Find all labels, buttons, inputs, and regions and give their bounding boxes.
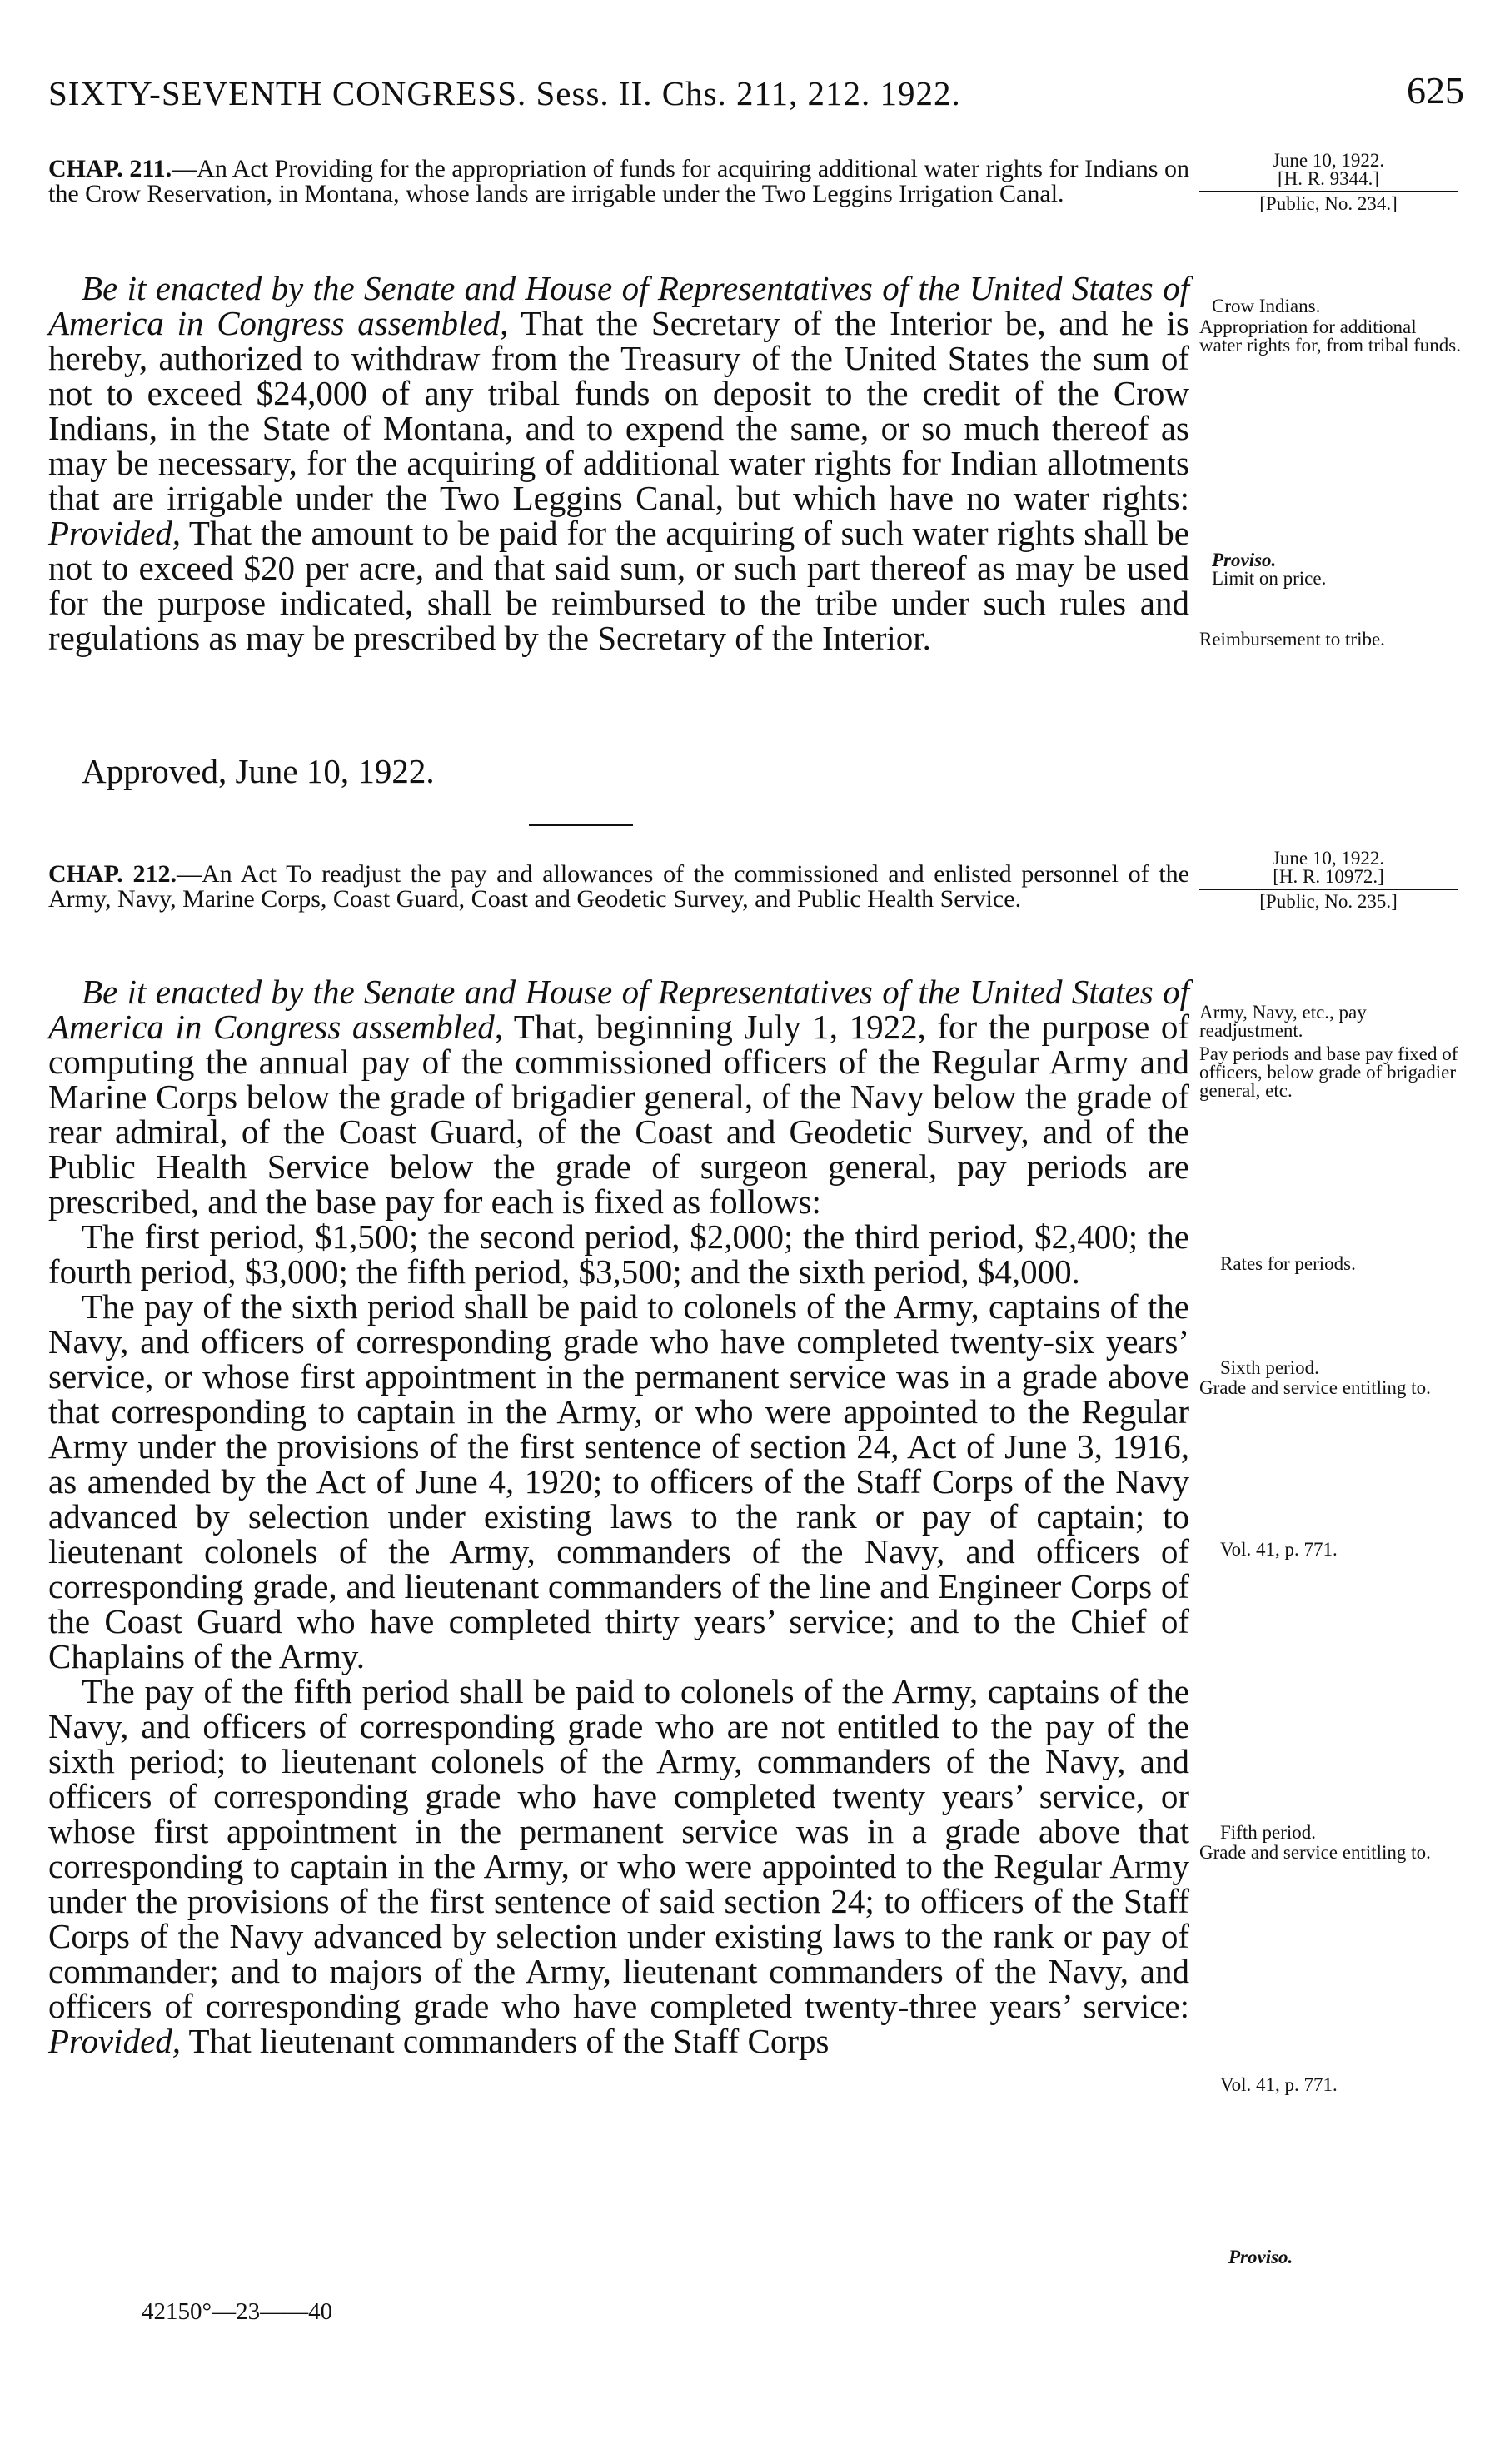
chap-211-title-text: —An Act Providing for the appropriation of funds for acquiring additional water rights for Indians on the Crow Reservation, in Montana, whose lands are irrigable under the Two Leggins Irrigation Canal. bbox=[48, 155, 1189, 207]
chap-212-public: [Public, No. 235.] bbox=[1259, 891, 1398, 912]
chap-212-provided: Provided, bbox=[48, 2022, 182, 2060]
margin-vol-41-b: Vol. 41, p. 771. bbox=[1220, 2074, 1338, 2095]
chap-211-approved: Approved, June 10, 1922. bbox=[82, 752, 435, 790]
margin-reimbursement: Reimbursement to tribe. bbox=[1199, 629, 1385, 650]
chap-211-side-rule bbox=[1199, 191, 1458, 192]
margin-fifth-grade: Grade and service entitling to. bbox=[1199, 1842, 1431, 1863]
chap-211-heading: CHAP. 211. bbox=[48, 155, 172, 182]
chap-211-date: June 10, 1922. bbox=[1272, 150, 1385, 171]
chap-211-provided: Provided, bbox=[48, 514, 182, 552]
chap-212-hr: [H. R. 10972.] bbox=[1273, 866, 1384, 887]
chap-212-para-2: The first period, $1,500; the second period, $2,000; the third period, $2,400; the fourth period, $3,000; the fifth period, $3,500; and the sixth period, $4,000. bbox=[48, 1217, 1189, 1291]
margin-pay-periods: Pay periods and base pay fixed of officers, below grade of brigadier general, etc. bbox=[1199, 1043, 1458, 1101]
chap-211-public: [Public, No. 234.] bbox=[1259, 193, 1398, 214]
chap-212-date: June 10, 1922. bbox=[1272, 848, 1385, 869]
margin-rates: Rates for periods. bbox=[1220, 1253, 1356, 1274]
margin-sixth-grade: Grade and service entitling to. bbox=[1199, 1377, 1431, 1398]
chap-211-body-2: That the amount to be paid for the acquiring of such water rights shall be not to exceed $20 per acre, and that said sum, or such part thereof as may be used for the purpose indicated, shall be reimbursed to the tribe under such rules and regulations as may be prescribed by the Secretary of the Interior. bbox=[48, 514, 1189, 657]
chap-212-enact: Be it enacted by the Senate and House of Representatives of the United States of America in Congress assembled, bbox=[48, 973, 1189, 1046]
margin-army-navy: Army, Navy, etc., pay readjustment. bbox=[1199, 1002, 1367, 1041]
margin-crow-indians: Crow Indians. bbox=[1212, 296, 1321, 316]
chap-212-para-3: The pay of the sixth period shall be paid to colonels of the Army, captains of the Navy, and officers of corresponding grade who have completed twenty-six years’ service, or whose first appointment in the permanent service was in a grade above that corresponding to captain in the Army, or who were appointed to the Regular Army under the provisions of the first sentence of section 24, Act of June 3, 1916, as amended by the Act of June 4, 1920; to officers of the Staff Corps of the Navy advanced by selection under existing laws to the rank or pay of captain; to lieutenant colonels of the Army, commanders of the Navy, and officers of corresponding grade, and lieutenant commanders of the line and Engineer Corps of the Coast Guard who have completed thirty years’ service; and to the Chief of Chaplains of the Army. bbox=[48, 1287, 1189, 1675]
chap-212-side-rule bbox=[1199, 889, 1458, 890]
page-number: 625 bbox=[1407, 69, 1464, 112]
chap-212-para-4a: The pay of the fifth period shall be paid to colonels of the Army, captains of the Navy, and officers of corresponding grade who are not entitled to the pay of the sixth period; to lieutenant colonels of the Army, commanders of the Navy, and officers of corresponding grade who have completed twenty years’ service, or whose first appointment in the permanent service was in a grade above that corresponding to captain in the Army, or who were appointed to the Regular Army under the provisions of the first sentence of said section 24; to officers of the Staff Corps of the Navy advanced by selection under existing laws to the rank or pay of commander; and to majors of the Army, lieutenant commanders of the Navy, and officers of corresponding grade who have completed twenty-three years’ service: bbox=[48, 1672, 1189, 2025]
chap-212-para-1: That, beginning July 1, 1922, for the purpose of computing the annual pay of the commissioned officers of the Regular Army and Marine Corps below the grade of brigadier general, of the Navy below the grade of rear admiral, of the Coast Guard, of the Coast and Geodetic Survey, and of the Public Health Service below the grade of surgeon general, pay periods are prescribed, and the base pay for each is fixed as follows: bbox=[48, 1008, 1189, 1221]
chap-212-body bbox=[48, 974, 1189, 2058]
margin-sixth-period: Sixth period. bbox=[1220, 1357, 1319, 1378]
chap-211-title bbox=[48, 157, 1189, 207]
margin-proviso-211: Proviso. bbox=[1212, 550, 1277, 570]
chap-212-title-text: —An Act To readjust the pay and allowances of the commissioned and enlisted personnel of the Army, Navy, Marine Corps, Coast Guard, Coast and Geodetic Survey, and Public Health Service. bbox=[48, 860, 1189, 913]
chap-212-title bbox=[48, 862, 1189, 912]
chap-211-body-1: That the Secretary of the Interior be, and he is hereby, authorized to withdraw from the Treasury of the United States the sum of not to exceed $24,000 of any tribal funds on deposit to the credit of the Crow Indians, in the State of Montana, and to expend the same, or so much thereof as may be necessary, for the acquiring of additional water rights for Indian allotments that are irrigable under the Two Leggins Canal, but which have no water rights: bbox=[48, 304, 1189, 517]
chap-212-side-citation bbox=[1199, 849, 1458, 911]
chap-212-para-4b: That lieutenant commanders of the Staff Corps bbox=[181, 2022, 830, 2060]
margin-proviso-212: Proviso. bbox=[1228, 2247, 1293, 2267]
footer-code: 42150°—23——40 bbox=[142, 2298, 333, 2325]
margin-limit-price: Limit on price. bbox=[1212, 568, 1327, 589]
chap-212-heading: CHAP. 212. bbox=[48, 860, 177, 888]
margin-vol-41-a: Vol. 41, p. 771. bbox=[1220, 1539, 1338, 1560]
running-header-title: SIXTY-SEVENTH CONGRESS. Sess. II. Chs. 211, 212. 1922. bbox=[48, 74, 961, 112]
chap-211-hr: [H. R. 9344.] bbox=[1277, 168, 1380, 189]
chap-211-side-citation bbox=[1199, 152, 1458, 213]
chapter-separator bbox=[529, 824, 633, 826]
margin-appropriation: Appropriation for additional water rights for, from tribal funds. bbox=[1199, 316, 1461, 356]
chap-211-enact: Be it enacted by the Senate and House of Representatives of the United States of America in Congress assembled, bbox=[48, 269, 1189, 342]
running-header bbox=[48, 69, 1464, 123]
margin-fifth-period: Fifth period. bbox=[1220, 1822, 1316, 1843]
chap-211-body bbox=[48, 271, 1189, 655]
